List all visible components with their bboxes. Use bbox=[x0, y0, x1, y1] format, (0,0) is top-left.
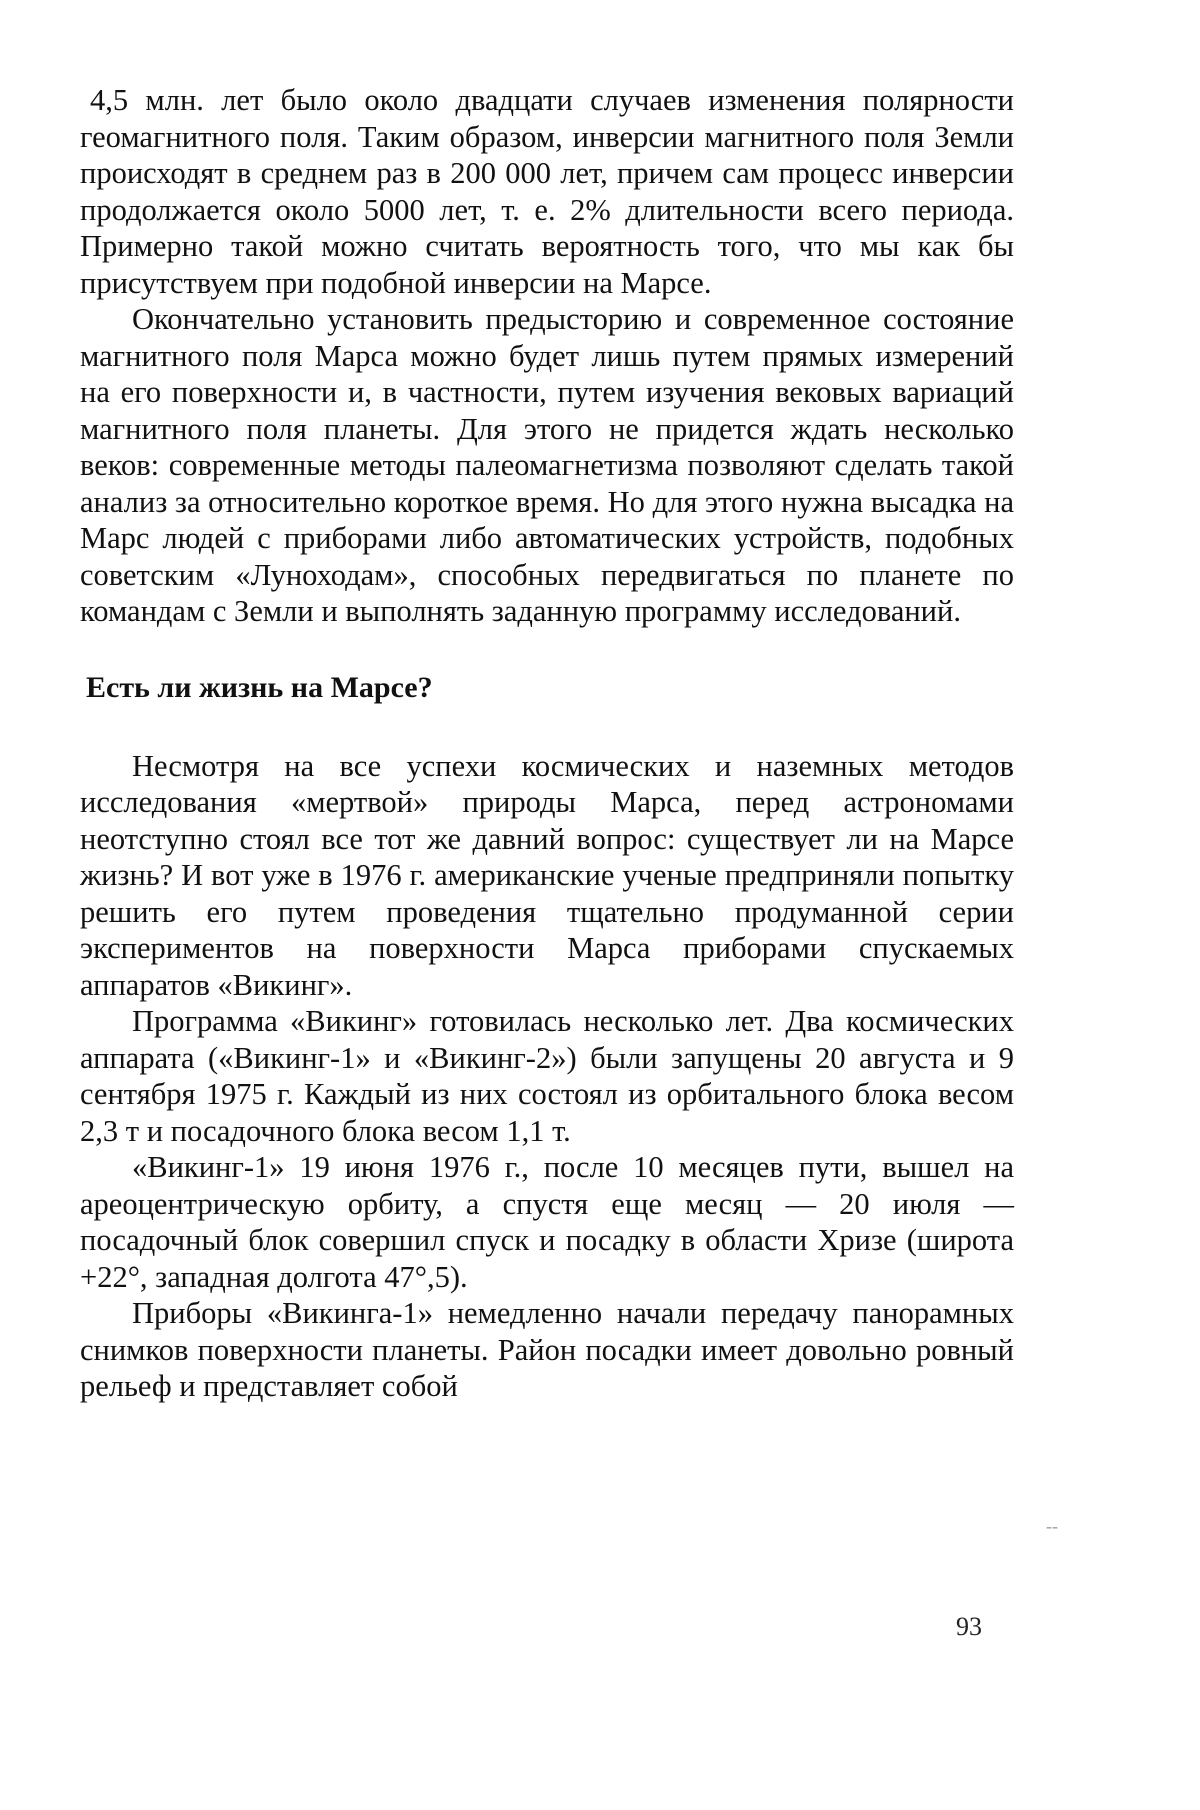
paragraph-viking-program: Программа «Викинг» готовилась несколько лет. Два космических аппарата («Викинг-1» и «Викинг-2») были запущены 20 августа и 9 сентября 1975 г. Каждый из них состоял из орбитального блока весом 2,3 т и посадочного блока весом 1,1 т. bbox=[80, 1004, 1014, 1148]
paragraph-life-on-mars-question: Несмотря на все успехи космических и наземных методов исследования «мертвой» природы Марса, перед астрономами неотступно стоял все тот же давний вопрос: существует ли на Марсе жизнь? И вот уже в 1976 г. американские ученые предприняли попытку решить его путем проведения тщательно продуманной серии экспериментов на поверхности Марса приборами спускаемых аппаратов «Викинг». bbox=[80, 748, 1014, 1002]
section-heading: Есть ли жизнь на Марсе? bbox=[86, 670, 433, 704]
paragraph-viking-1-panoramas: Приборы «Викинга-1» немедленно начали передачу панорамных снимков поверхности планеты. Район посадки имеет довольно ровный рельеф и представляет собой bbox=[80, 1296, 1014, 1403]
book-page bbox=[80, 82, 1014, 1405]
paragraph-mars-magnetic-field-study: Окончательно установить предысторию и современное состояние магнитного поля Марса можно будет лишь путем прямых измерений на его поверхности и, в частности, путем изучения вековых вариаций магнитного поля планеты. Для этого не придется ждать несколько веков: современные методы палеомагнетизма позволяют сделать такой анализ за относительно короткое время. Но для этого нужна высадка на Марс людей с приборами либо автоматических устройств, подобных советским «Луноходам», способных передвигаться по планете по командам с Земли и выполнять заданную программу исследований. bbox=[80, 302, 1014, 628]
paragraph-geomagnetic-inversions: 4,5 млн. лет было около двадцати случаев изменения полярности геомагнитного поля. Таким образом, инверсии магнитного поля Земли происходят в среднем раз в 200 000 лет, причем сам процесс инверсии продолжается около 5000 лет, т. е. 2% длительности всего периода. Примерно такой можно считать вероятность того, что мы как бы присутствуем при подобной инверсии на Марсе. bbox=[80, 83, 1014, 300]
page-number: 93 bbox=[956, 1612, 982, 1641]
paragraph-viking-1-landing: «Викинг-1» 19 июня 1976 г., после 10 месяцев пути, вышел на ареоцентрическую орбиту, а спустя еще месяц — 20 июля — посадочный блок совершил спуск и посадку в области Хризе (широта +22°, западная долгота 47°,5). bbox=[80, 1150, 1014, 1294]
margin-mark: -- bbox=[1046, 1516, 1058, 1536]
